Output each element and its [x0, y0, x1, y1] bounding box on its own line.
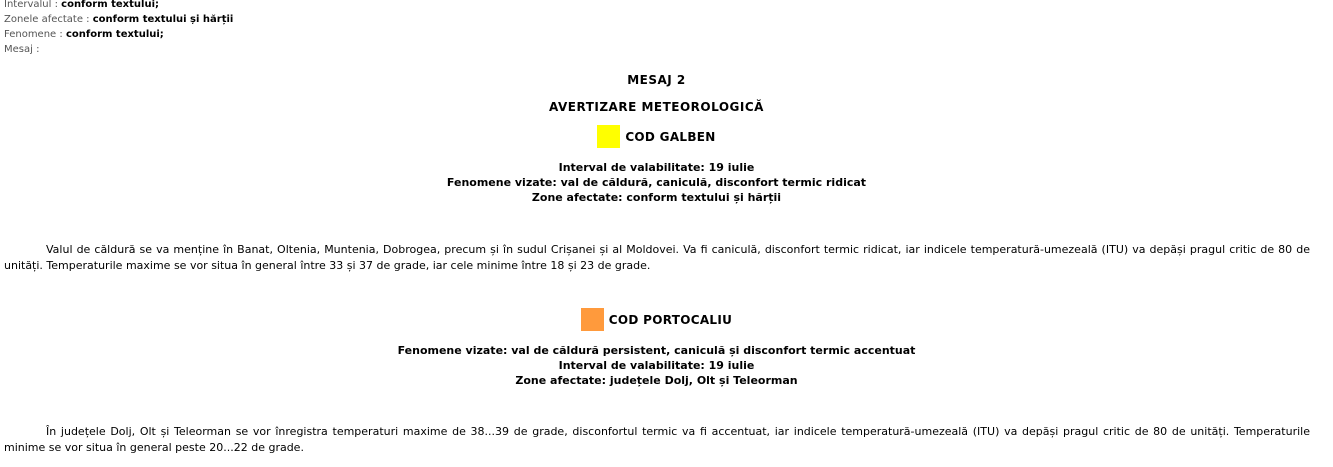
meta-message	[4, 42, 233, 57]
yellow-code-label: COD GALBEN	[625, 129, 716, 144]
warning-title: AVERTIZARE METEOROLOGICĂ	[549, 100, 764, 114]
meta-interval-value: conform textului;	[61, 0, 159, 10]
orange-info-line: Zone afectate: județele Dolj, Olt și Teleorman	[515, 374, 798, 387]
message-number: MESAJ 2	[627, 73, 686, 87]
meta-phenomena-label: Fenomene :	[4, 29, 66, 40]
orange-code-label: COD PORTOCALIU	[608, 312, 733, 327]
orange-code-header	[0, 308, 1313, 331]
meta-phenomena	[4, 27, 233, 42]
yellow-square-icon	[597, 125, 620, 148]
yellow-info	[0, 160, 1313, 205]
orange-info	[0, 343, 1313, 388]
yellow-info-line: Zone afectate: conform textului și hărții	[531, 191, 782, 204]
meta-zones-value: conform textului și hărții	[92, 14, 234, 25]
orange-description: În județele Dolj, Olt și Teleorman se vor înregistra temperaturi maxime de 38...39 de grade, disconfortul termic va fi accentuat, iar indicele temperatură-umezeală (ITU) va depăși pragul critic de 80 de unități. Temperaturile minime se vor situa în general peste 20...22 de grade.	[4, 425, 1310, 454]
meta-interval-label: Intervalul :	[4, 0, 62, 10]
meta-zones	[4, 12, 233, 27]
meta-interval	[4, 0, 233, 12]
yellow-code-header	[0, 125, 1313, 148]
metadata-block	[4, 0, 233, 57]
yellow-info-line: Fenomene vizate: val de căldură, caniculă, disconfort termic ridicat	[446, 176, 867, 189]
meta-message-label: Mesaj :	[4, 44, 40, 55]
orange-square-icon	[581, 308, 604, 331]
yellow-info-line: Interval de valabilitate: 19 iulie	[558, 161, 755, 174]
orange-info-line: Interval de valabilitate: 19 iulie	[558, 359, 755, 372]
meta-zones-label: Zonele afectate :	[4, 14, 93, 25]
meta-phenomena-value: conform textului;	[65, 29, 164, 40]
orange-info-line: Fenomene vizate: val de căldură persistent, caniculă și disconfort termic accentuat	[397, 344, 916, 357]
yellow-description: Valul de căldură se va menține în Banat, Oltenia, Muntenia, Dobrogea, precum și în sudul Crișanei și al Moldovei. Va fi caniculă, disconfort termic ridicat, iar indicele temperatură-umezeală (ITU) va depăși pragul critic de 80 de unități. Temperaturile maxime se vor situa în general între 33 și 37 de grade, iar cele minime între 18 și 23 de grade.	[4, 243, 1310, 272]
